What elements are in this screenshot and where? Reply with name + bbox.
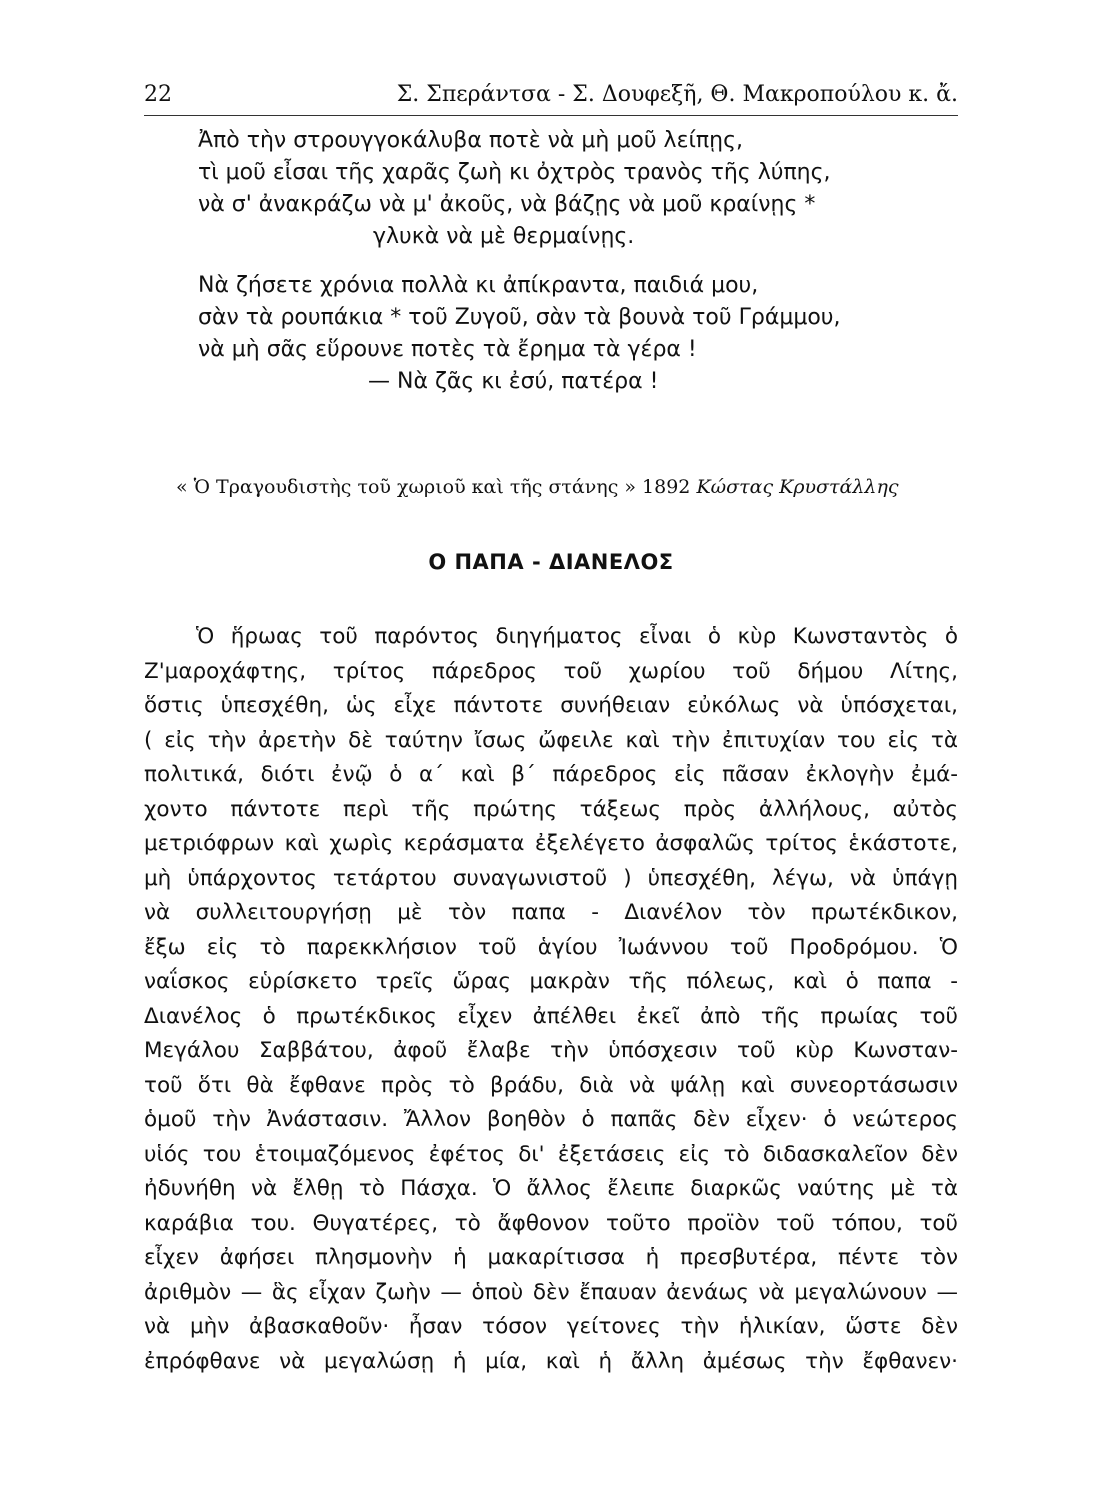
story-line: μὴ ὑπάρχοντος τετάρτου συναγωνιστοῦ ) ὑπεσχέθη, λέγω, νὰ ὑπάγῃ [144, 865, 958, 891]
story-line: ἀριθμὸν — ἃς εἶχαν ζωὴν — ὁποὺ δὲν ἔπαυαν ἀενάως νὰ μεγαλώνουν — [144, 1279, 958, 1305]
story-line: Διανέλος ὁ πρωτέκδικος εἶχεν ἀπέλθει ἐκεῖ ἀπὸ τῆς πρωίας τοῦ [144, 1003, 958, 1029]
stanza-gap [198, 253, 958, 270]
page-number: 22 [144, 82, 172, 107]
poem-line: γλυκὰ νὰ μὲ θερμαίνῃς. [373, 224, 635, 249]
poem-line: νὰ σ' ἀνακράζω νὰ μ' ἀκοῦς, νὰ βάζῃς νὰ μοῦ κραίνῃς * [198, 192, 816, 217]
running-title: Σ. Σπεράντσα - Σ. Δουφεξῆ, Θ. Μακροπούλου κ. ἄ. [396, 82, 958, 107]
story-line: ὅστις ὑπεσχέθη, ὡς εἶχε πάντοτε συνήθειαν εὐκόλως νὰ ὑπόσχεται, [144, 693, 958, 718]
poem-line: νὰ μὴ σᾶς εὕρουνε ποτὲς τὰ ἔρημα τὰ γέρα ! [198, 337, 697, 362]
story-line: χοντο πάντοτε περὶ τῆς πρώτης τάξεως πρὸς ἀλλήλους, αὐτὸς [144, 796, 958, 822]
poem-citation [176, 476, 958, 498]
page-header [144, 80, 958, 110]
story-line: νὰ συλλειτουργήσῃ μὲ τὸν παπα - Διανέλον τὸν πρωτέκδικον, [144, 900, 958, 925]
story-body [144, 620, 958, 1379]
story-line: υἱός του ἑτοιμαζόμενος ἐφέτος δι' ἐξετάσεις εἰς τὸ διδασκαλεῖον δὲν [144, 1141, 958, 1167]
header-rule [144, 115, 958, 116]
story-line: Ὁ ἥρωας τοῦ παρόντος διηγήματος εἶναι ὁ κὺρ Κωνσταντὸς ὁ [196, 624, 958, 649]
story-line: Μεγάλου Σαββάτου, ἀφοῦ ἔλαβε τὴν ὑπόσχεσιν τοῦ κὺρ Κωνσταν- [144, 1038, 958, 1063]
story-line: ἔξω εἰς τὸ παρεκκλήσιον τοῦ ἁγίου Ἰωάννου τοῦ Προδρόμου. Ὁ [144, 934, 958, 960]
citation-work: « Ὁ Τραγουδιστὴς τοῦ χωριοῦ καὶ τῆς στάνης » 1892 [176, 476, 691, 498]
citation-author: Κώστας Κρυστάλλης [696, 476, 899, 498]
story-line: ἐπρόφθανε νὰ μεγαλώσῃ ἡ μία, καὶ ἡ ἄλλη ἀμέσως τὴν ἔφθανεν· [144, 1348, 958, 1374]
poem-line: τὶ μοῦ εἶσαι τῆς χαρᾶς ζωὴ κι ὀχτρὸς τρανὸς τῆς λύπης, [198, 160, 831, 185]
story-line: νὰ μὴν ἀβασκαθοῦν· ἦσαν τόσον γείτονες τὴν ἡλικίαν, ὥστε δὲν [144, 1314, 958, 1339]
story-line: τοῦ ὅτι θὰ ἔφθανε πρὸς τὸ βράδυ, διὰ νὰ ψάλῃ καὶ συνεορτάσωσιν [144, 1072, 958, 1098]
story-line: μετριόφρων καὶ χωρὶς κεράσματα ἐξελέγετο ἀσφαλῶς τρίτος ἑκάστοτε, [144, 831, 958, 856]
poem [198, 125, 958, 398]
story-line: ἠδυνήθη νὰ ἔλθῃ τὸ Πάσχα. Ὁ ἄλλος ἔλειπε διαρκῶς ναύτης μὲ τὰ [144, 1176, 958, 1201]
story-line: ναΐσκος εὑρίσκετο τρεῖς ὥρας μακρὰν τῆς πόλεως, καὶ ὁ παπα - [144, 969, 958, 994]
story-line: ( εἰς τὴν ἀρετὴν δὲ ταύτην ἴσως ὤφειλε καὶ τὴν ἐπιτυχίαν του εἰς τὰ [144, 727, 958, 753]
story-line: καράβια του. Θυγατέρες, τὸ ἄφθονον τοῦτο προϊὸν τοῦ τόπου, τοῦ [144, 1210, 958, 1236]
story-line: πολιτικά, διότι ἐνῷ ὁ α΄ καὶ β΄ πάρεδρος εἰς πᾶσαν ἐκλογὴν ἐμά- [144, 762, 958, 787]
story-line: εἶχεν ἀφήσει πλησμονὴν ἡ μακαρίτισσα ἡ πρεσβυτέρα, πέντε τὸν [144, 1245, 958, 1270]
poem-line: Ἀπὸ τὴν στρουγγοκάλυβα ποτὲ νὰ μὴ μοῦ λείπῃς, [198, 128, 743, 153]
poem-line: — Νὰ ζᾶς κι ἐσύ, πατέρα ! [368, 369, 659, 394]
story-title: Ο ΠΑΠΑ - ΔΙΑΝΕΛΟΣ [428, 550, 674, 574]
poem-line: σὰν τὰ ρουπάκια * τοῦ Ζυγοῦ, σὰν τὰ βουνὰ τοῦ Γράμμου, [198, 305, 841, 330]
poem-line: Νὰ ζήσετε χρόνια πολλὰ κι ἀπίκραντα, παιδιά μου, [198, 273, 759, 298]
story-line: Ζ'μαροχάφτης, τρίτος πάρεδρος τοῦ χωρίου τοῦ δήμου Λίτης, [144, 658, 958, 684]
story-line: ὁμοῦ τὴν Ἀνάστασιν. Ἄλλον βοηθὸν ὁ παπᾶς δὲν εἶχεν· ὁ νεώτερος [144, 1107, 958, 1132]
